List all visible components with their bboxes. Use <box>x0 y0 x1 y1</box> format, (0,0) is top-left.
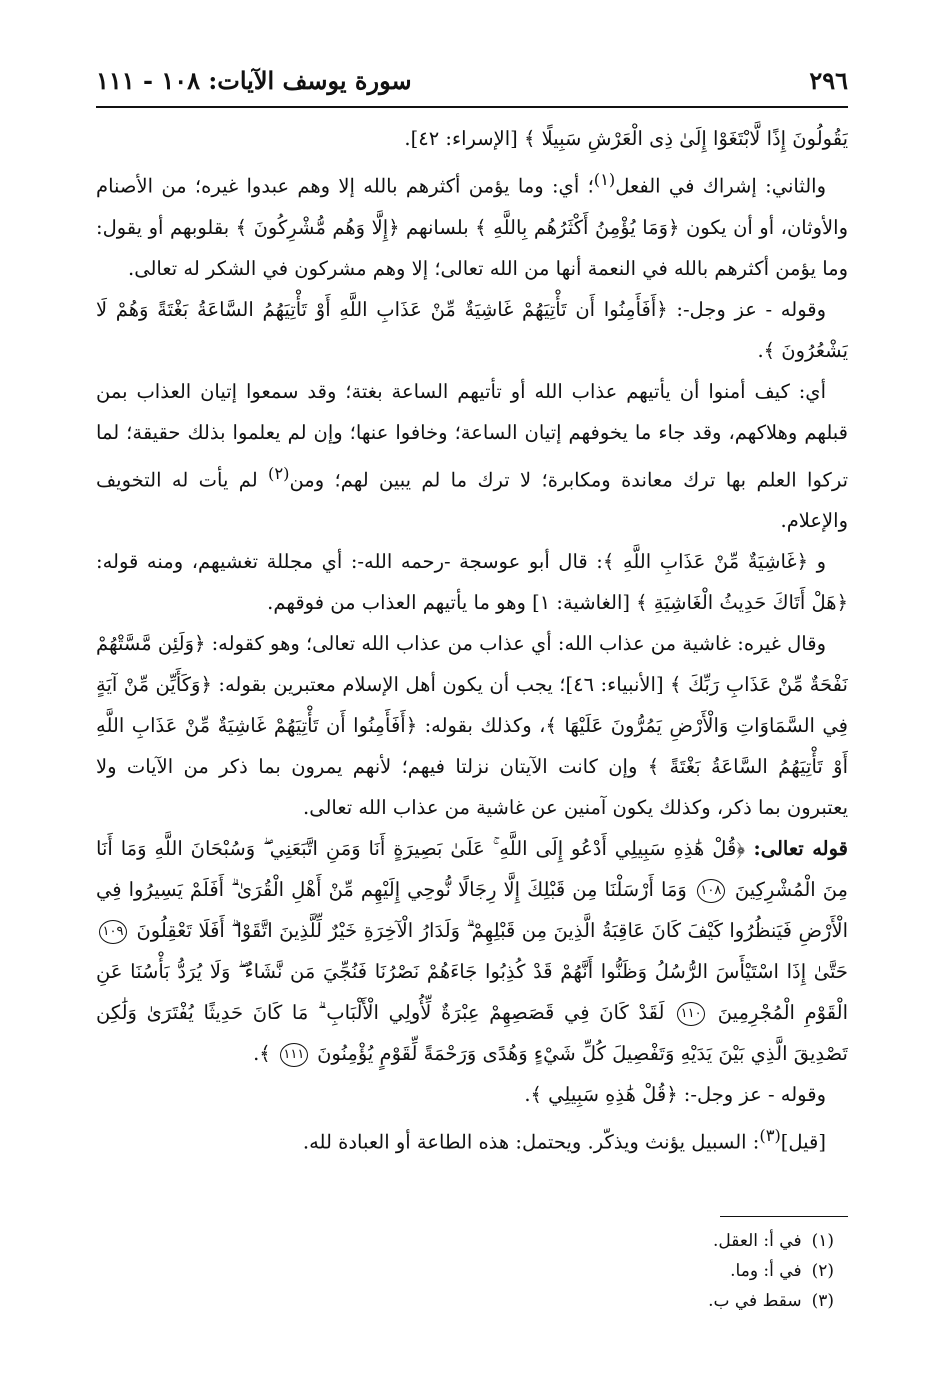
ayah-number-marker: ١٠٩ <box>99 920 127 944</box>
paragraph <box>96 623 848 828</box>
footnote <box>96 1256 834 1286</box>
text-run: أي: كيف أمنوا أن يأتيهم عذاب الله أو تأتيهم الساعة بغتة؛ وقد سمعوا إتيان العذاب بمن قبلهم وهلاكهم، وقد جاء ما يخوفهم إتيان الساعة؛ وخافوا عنها؛ وإن لم يعلموا بذلك حقيقة؛ لما تركوا العلم بها ترك معاندة ومكابرة؛ لا ترك ما لم يبين لهم؛ ومن <box>96 379 848 491</box>
text-run: لم يأت له التخويف والإعلام. <box>96 468 848 532</box>
quran-quote: وَلَئِن مَّسَّتْهُمْ نَفْحَةٌ مِّنْ عَذَابِ رَبِّكَ <box>96 632 848 696</box>
paragraph <box>96 371 848 542</box>
quran-quote: أَفَأَمِنُوا أَن تَأْتِيَهُمْ غَاشِيَةٌ مِّنْ عَذَابِ اللَّهِ أَوْ تَأْتِيَهُمُ السَّاعَةُ بَغْتَةً وَهُمْ لَا يَشْعُرُونَ <box>96 297 848 362</box>
text-run: ﴾. <box>524 1083 542 1106</box>
footnote-number: (٢) <box>811 1261 834 1281</box>
quran-quote: حَتَّىٰ إِذَا اسْتَيْأَسَ الرُّسُلُ وَظَنُّوا أَنَّهُمْ قَدْ كُذِبُوا جَاءَهُمْ نَصْرُنَا فَنُجِّيَ مَن نَّشَاءُ ۖ وَلَا يُرَدُّ بَأْسُنَا عَنِ الْقَوْمِ الْمُجْرِمِينَ <box>96 960 848 1024</box>
quran-quote: هَلْ أَتَاكَ حَدِيثُ الْغَاشِيَةِ <box>653 591 837 614</box>
footnotes <box>96 1226 834 1316</box>
ayah-number-marker: ١١١ <box>280 1043 308 1067</box>
header-divider <box>96 106 848 108</box>
main-text <box>96 118 848 1200</box>
text-run: و ﴿ <box>796 550 826 573</box>
paragraph <box>96 118 848 159</box>
footnote-number: (٣) <box>811 1291 834 1311</box>
quran-quote: إِلَّا وَهُم مُّشْرِكُونَ <box>253 215 389 239</box>
text-run: وقال غيره: غاشية من عذاب الله: أي عذاب من عذاب الله تعالى؛ وهو كقوله: ﴿ <box>193 632 826 655</box>
page-header <box>96 64 848 104</box>
paragraph <box>96 1074 848 1115</box>
quran-quote: قُلْ هَٰذِهِ سَبِيلِي أَدْعُو إِلَى اللَّهِ ۚ عَلَىٰ بَصِيرَةٍ أَنَا وَمَنِ اتَّبَعَنِي ۖ وَسُبْحَانَ اللَّهِ وَمَا أَنَا مِنَ الْمُشْرِكِينَ <box>96 837 848 901</box>
footnote-ref: (٣) <box>759 1126 781 1145</box>
page-number: ٢٩٦ <box>809 66 848 95</box>
quran-quote: غَاشِيَةٌ مِّنْ عَذَابِ اللَّهِ <box>622 550 797 573</box>
text-run: ؛ أي: وما يؤمن أكثرهم بالله إلا وهم عبدوا غيره؛ من الأصنام والأوثان، أو أن يكون ﴿ <box>96 174 848 239</box>
footnote-text: سقط في ب. <box>708 1291 802 1311</box>
quran-quote: وَكَأَيِّن مِّنْ آيَةٍ فِي السَّمَاوَاتِ وَالْأَرْضِ يَمُرُّونَ عَلَيْهَا <box>96 673 848 737</box>
text-run: ﴾ [الأنبياء: ٤٦]؛ يجب أن يكون أهل الإسلام معتبرين بقوله: ﴿ <box>200 673 682 696</box>
quran-quote: وَمَا يُؤْمِنُ أَكْثَرُهُم بِاللَّهِ <box>493 215 669 239</box>
text-run: ﴾. <box>757 338 776 362</box>
text-run: ﴾ بلسانهم ﴿ <box>388 215 487 239</box>
ayah-number-marker: ١٠٨ <box>697 879 725 903</box>
footnote <box>96 1286 834 1316</box>
footnote-number: (١) <box>811 1231 834 1251</box>
text-run: ﴿ <box>736 837 745 860</box>
paragraph <box>96 159 848 289</box>
text-run: والثاني: إشراك في الفعل <box>615 174 826 198</box>
quran-quote: أَفَأَمِنُوا أَن تَأْتِيَهُمْ غَاشِيَةٌ مِّنْ عَذَابِ اللَّهِ أَوْ تَأْتِيَهُمُ السَّاعَةُ بَغْتَةً <box>96 714 848 778</box>
text-run: : السبيل يؤنث ويذكّر. ويحتمل: هذه الطاعة أو العبادة لله. <box>302 1130 760 1154</box>
footnote-text: في أ: وما. <box>730 1261 802 1281</box>
text-run: [قيل] <box>780 1130 826 1154</box>
footnote <box>96 1226 834 1256</box>
quran-quote: وَمَا أَرْسَلْنَا مِن قَبْلِكَ إِلَّا رِجَالًا نُّوحِي إِلَيْهِم مِّنْ أَهْلِ الْقُرَىٰ ۗ أَفَلَمْ يَسِيرُوا فِي الْأَرْضِ فَيَنظُرُوا كَيْفَ كَانَ عَاقِبَةُ الَّذِينَ مِن قَبْلِهِمْ ۗ وَلَدَارُ الْآخِرَةِ خَيْرٌ لِّلَّذِينَ اتَّقَوْا ۗ أَفَلَا تَعْقِلُونَ <box>96 878 848 942</box>
verse-heading: قوله تعالى: <box>744 837 848 860</box>
running-title: سورة يوسف الآيات: ١٠٨ - ١١١ <box>96 66 412 95</box>
footnote-ref: (٢) <box>268 463 290 483</box>
paragraph <box>96 541 848 623</box>
text-run: ﴾. <box>253 1042 271 1065</box>
text-run: ﴾ وإن كانت الآيتان نزلتا فيهم؛ لأنهم يمرون بما ذكر من الآيات ولا يعتبرون بما ذكر، وكذلك يكون آمنين عن غاشية من عذاب الله تعالى. <box>96 755 848 819</box>
text-run: ﴾، وكذلك بقوله: ﴿ <box>405 714 557 737</box>
text-run: ﴾ بقلوبهم أو يقول: وما يؤمن أكثرهم بالله في النعمة أنها من الله تعالى؛ إلا وهم مشركون في الشكر له تعالى. <box>96 215 848 280</box>
text-run: وقوله - عز وجل-: ﴿ <box>656 297 827 321</box>
text-run: ﴾ [الإسراء: ٤٢]. <box>404 127 536 150</box>
quran-quote: قُلْ هَٰذِهِ سَبِيلِي <box>548 1083 667 1106</box>
paragraph <box>96 1115 848 1163</box>
text-run: وقوله - عز وجل-: ﴿ <box>666 1083 826 1106</box>
ayah-number-marker: ١١٠ <box>677 1002 705 1026</box>
text-run: ﴾: قال أبو عوسجة -رحمه الله-: أي مجللة تغشيهم، ومنه قوله: ﴿ <box>96 550 848 614</box>
quran-quote: لَقَدْ كَانَ فِي قَصَصِهِمْ عِبْرَةٌ لِّأُولِي الْأَلْبَابِ ۗ مَا كَانَ حَدِيثًا يُفْتَرَىٰ وَلَٰكِن تَصْدِيقَ الَّذِي بَيْنَ يَدَيْهِ وَتَفْصِيلَ كُلِّ شَيْءٍ وَهُدًى وَرَحْمَةً لِّقَوْمٍ يُؤْمِنُونَ <box>96 1001 848 1065</box>
footnote-text: في أ: العقل. <box>713 1231 802 1251</box>
text-run: ﴾ [الغاشية: ١] وهو ما يأتيهم العذاب من فوقهم. <box>267 591 648 614</box>
footnote-divider <box>720 1216 848 1217</box>
footnote-ref: (١) <box>593 170 616 189</box>
paragraph <box>96 289 848 371</box>
quran-quote: يَقُولُونَ إِذًا لَّابْتَغَوْا إِلَىٰ ذِى الْعَرْشِ سَبِيلًا <box>541 127 848 150</box>
verse-paragraph <box>96 828 848 1074</box>
